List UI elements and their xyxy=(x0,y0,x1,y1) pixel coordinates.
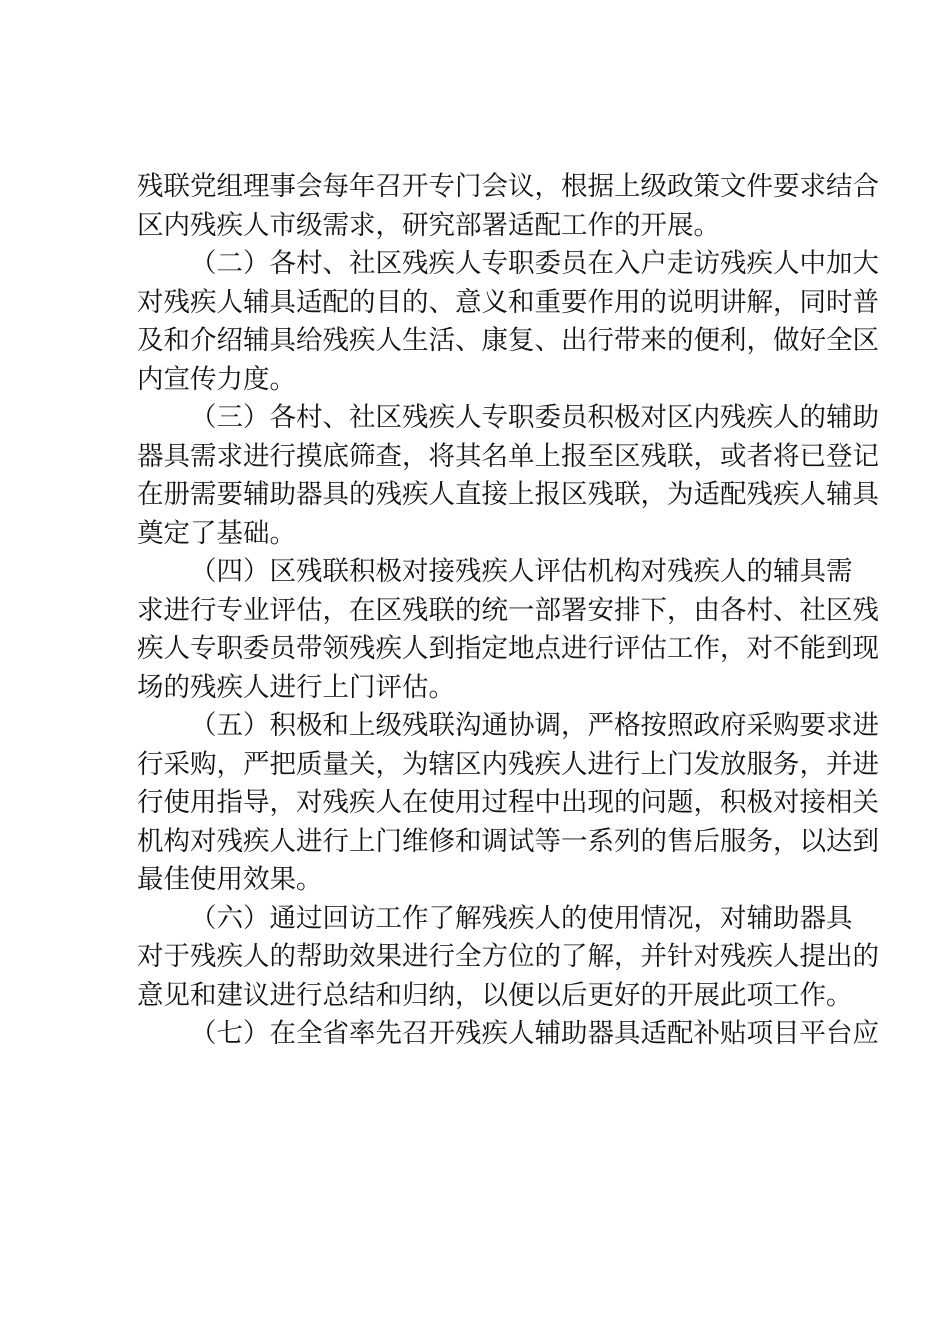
paragraph-4 xyxy=(137,553,879,707)
text-line: 行使用指导，对残疾人在使用过程中出现的问题，积极对接相关 xyxy=(137,787,879,818)
text-line: 奠定了基础。 xyxy=(137,517,296,549)
document-body xyxy=(137,168,879,1054)
text-line: 及和介绍辅具给残疾人生活、康复、出行带来的便利，做好全区 xyxy=(137,325,879,356)
text-line: 对残疾人辅具适配的目的、意义和重要作用的说明讲解，同时普 xyxy=(137,286,879,318)
text-line: （四）区残联积极对接残疾人评估机构对残疾人的辅具需 xyxy=(190,556,853,587)
text-line: 最佳使用效果。 xyxy=(137,864,323,895)
text-line: 场的残疾人进行上门评估。 xyxy=(137,671,455,703)
paragraph-intro xyxy=(137,168,879,245)
text-line: 意见和建议进行总结和归纳，以便以后更好的开展此项工作。 xyxy=(137,979,853,1011)
text-line: 在册需要辅助器具的残疾人直接上报区残联，为适配残疾人辅具 xyxy=(137,479,879,510)
paragraph-7 xyxy=(137,1015,879,1054)
paragraph-3 xyxy=(137,399,879,553)
paragraph-2 xyxy=(137,245,879,399)
paragraph-6 xyxy=(137,900,879,1016)
text-line: 疾人专职委员带领残疾人到指定地点进行评估工作，对不能到现 xyxy=(137,633,879,664)
text-line: （七）在全省率先召开残疾人辅助器具适配补贴项目平台应 xyxy=(190,1018,879,1049)
text-line: （五）积极和上级残联沟通协调，严格按照政府采购要求进 xyxy=(190,710,879,741)
text-line: （三）各村、社区残疾人专职委员积极对区内残疾人的辅助 xyxy=(190,402,879,433)
text-line: （二）各村、社区残疾人专职委员在入户走访残疾人中加大 xyxy=(190,248,879,279)
text-line: 残联党组理事会每年召开专门会议，根据上级政策文件要求结合 xyxy=(137,171,879,202)
text-line: （六）通过回访工作了解残疾人的使用情况，对辅助器具 xyxy=(190,902,853,934)
text-line: 器具需求进行摸底筛查，将其名单上报至区残联，或者将已登记 xyxy=(137,440,879,472)
text-line: 机构对残疾人进行上门维修和调试等一系列的售后服务，以达到 xyxy=(137,825,879,857)
paragraph-5 xyxy=(137,707,879,900)
text-line: 求进行专业评估，在区残联的统一部署安排下，由各村、社区残 xyxy=(137,594,879,626)
text-line: 区内残疾人市级需求，研究部署适配工作的开展。 xyxy=(137,209,720,241)
text-line: 内宣传力度。 xyxy=(137,363,296,395)
text-line: 行采购，严把质量关，为辖区内残疾人进行上门发放服务，并进 xyxy=(137,748,879,780)
text-line: 对于残疾人的帮助效果进行全方位的了解，并针对残疾人提出的 xyxy=(137,941,879,972)
